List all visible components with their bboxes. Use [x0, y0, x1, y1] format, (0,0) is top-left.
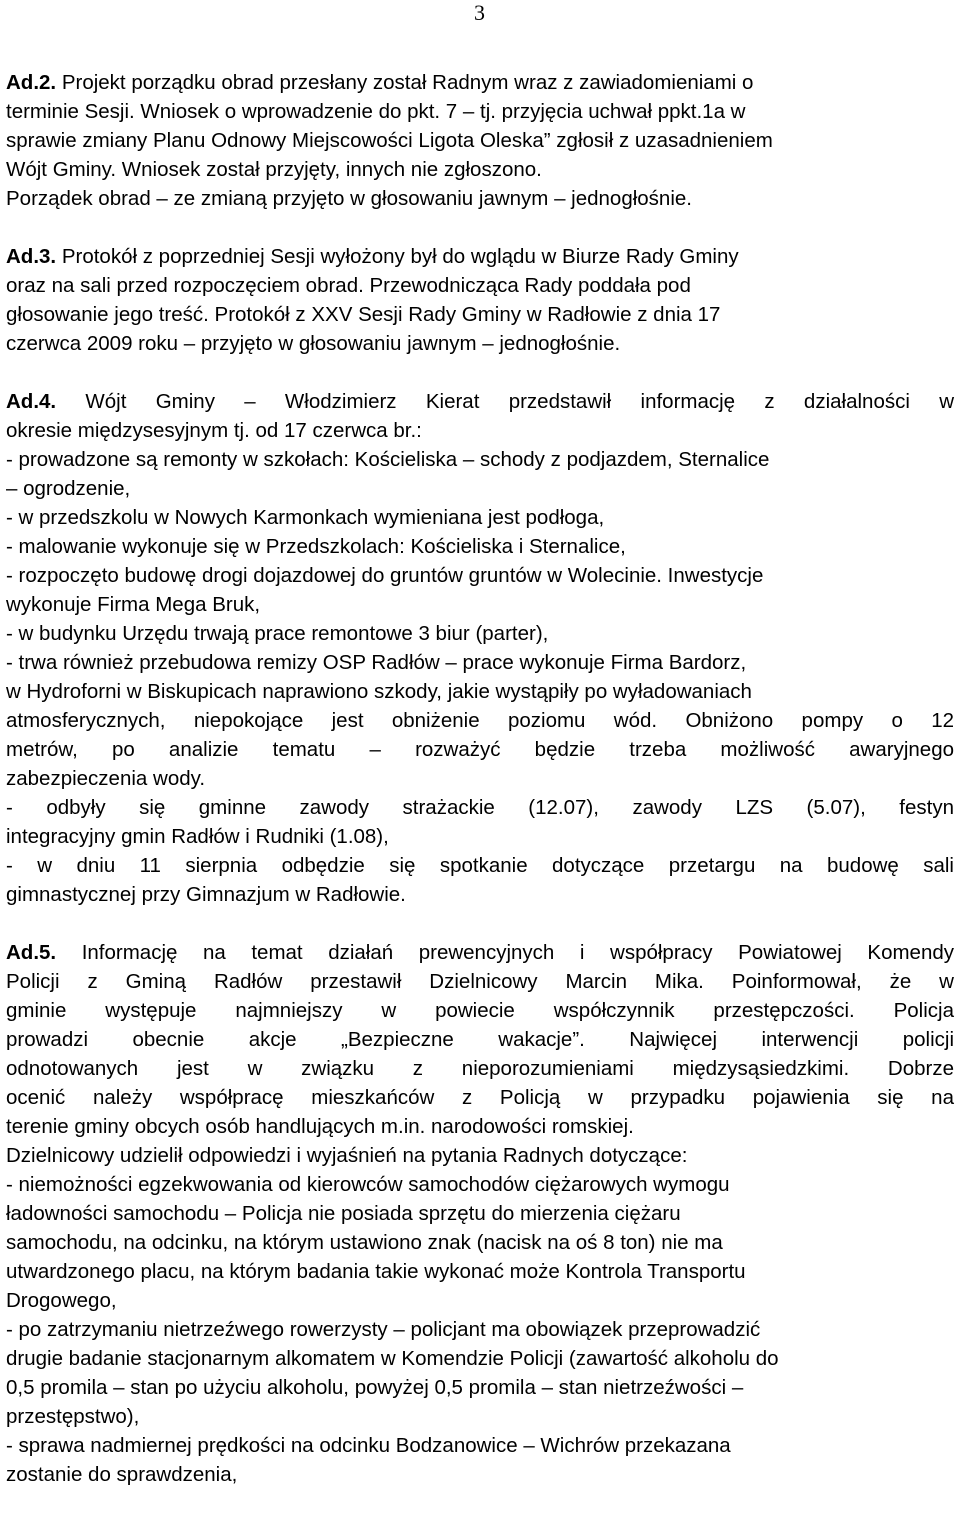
list-item: samochodu, na odcinku, na którym ustawiono znak (nacisk na oś 8 ton) nie ma: [6, 1231, 723, 1254]
list-item: - w budynku Urzędu trwają prace remontowe 3 biur (parter),: [6, 622, 549, 645]
paragraph-line: Ad.5. Informację na temat działań prewencyjnych i współpracy Powiatowej Komendy: [6, 941, 954, 964]
paragraph-line: terenie gminy obcych osób handlujących m.in. narodowości romskiej.: [6, 1115, 634, 1138]
list-item: - w dniu 11 sierpnia odbędzie się spotkanie dotyczące przetargu na budowę sali: [6, 854, 954, 877]
list-item: atmosferycznych, niepokojące jest obniżenie poziomu wód. Obniżono pompy o 12: [6, 709, 954, 732]
paragraph-line: czerwca 2009 roku – przyjęto w głosowaniu jawnym – jednogłośnie.: [6, 332, 621, 355]
list-item: zostanie do sprawdzenia,: [6, 1463, 238, 1486]
list-item: - niemożności egzekwowania od kierowców samochodów ciężarowych wymogu: [6, 1173, 730, 1196]
list-item: metrów, po analizie tematu – rozważyć będzie trzeba możliwość awaryjnego: [6, 738, 954, 761]
list-item: drugie badanie stacjonarnym alkomatem w Komendzie Policji (zawartość alkoholu do: [6, 1347, 779, 1370]
section-label: Ad.2.: [6, 71, 57, 94]
list-item: - rozpoczęto budowę drogi dojazdowej do gruntów gruntów w Wolecinie. Inwestycje: [6, 564, 764, 587]
section-label: Ad.3.: [6, 245, 57, 268]
paragraph-line: Dzielnicowy udzielił odpowiedzi i wyjaśnień na pytania Radnych dotyczące:: [6, 1144, 688, 1167]
list-item: - sprawa nadmiernej prędkości na odcinku Bodzanowice – Wichrów przekazana: [6, 1434, 731, 1457]
list-item: - trwa również przebudowa remizy OSP Radłów – prace wykonuje Firma Bardorz,: [6, 651, 747, 674]
page-number: 3: [474, 0, 485, 25]
paragraph-line: Ad.2. Projekt porządku obrad przesłany został Radnym wraz z zawiadomieniami o: [6, 71, 754, 94]
list-item: przestępstwo),: [6, 1405, 140, 1428]
paragraph-line: prowadzi obecnie akcje „Bezpieczne wakacje”. Najwięcej interwencji policji: [6, 1028, 954, 1051]
paragraph-line: Porządek obrad – ze zmianą przyjęto w głosowaniu jawnym – jednogłośnie.: [6, 187, 692, 210]
paragraph-line: okresie międzysesyjnym tj. od 17 czerwca br.:: [6, 419, 422, 442]
list-item: - odbyły się gminne zawody strażackie (12.07), zawody LZS (5.07), festyn: [6, 796, 954, 819]
list-item: wykonuje Firma Mega Bruk,: [6, 593, 261, 616]
paragraph-line: głosowanie jego treść. Protokół z XXV Sesji Rady Gminy w Radłowie z dnia 17: [6, 303, 721, 326]
section-ad3: [6, 242, 954, 358]
list-item: ładowności samochodu – Policja nie posiada sprzętu do mierzenia ciężaru: [6, 1202, 681, 1225]
paragraph-spacer: [6, 213, 954, 242]
paragraph-spacer: [6, 909, 954, 938]
list-item: 0,5 promila – stan po użyciu alkoholu, powyżej 0,5 promila – stan nietrzeźwości –: [6, 1376, 744, 1399]
paragraph-line: Policji z Gminą Radłów przestawił Dzielnicowy Marcin Mika. Poinformował, że w: [6, 970, 954, 993]
list-item: - prowadzone są remonty w szkołach: Kościeliska – schody z podjazdem, Sternalice: [6, 448, 770, 471]
list-item: integracyjny gmin Radłów i Rudniki (1.08),: [6, 825, 389, 848]
paragraph-spacer: [6, 358, 954, 387]
list-item: - po zatrzymaniu nietrzeźwego rowerzysty – policjant ma obowiązek przeprowadzić: [6, 1318, 761, 1341]
list-item: gimnastycznej przy Gimnazjum w Radłowie.: [6, 883, 406, 906]
paragraph-line: terminie Sesji. Wniosek o wprowadzenie do pkt. 7 – tj. przyjęcia uchwał ppkt.1a w: [6, 100, 746, 123]
section-label: Ad.5.: [6, 941, 57, 964]
paragraph-line: oraz na sali przed rozpoczęciem obrad. Przewodnicząca Rady poddała pod: [6, 274, 691, 297]
list-item: - w przedszkolu w Nowych Karmonkach wymieniana jest podłoga,: [6, 506, 605, 529]
list-item: – ogrodzenie,: [6, 477, 131, 500]
list-item: w Hydroforni w Biskupicach naprawiono szkody, jakie wystąpiły po wyładowaniach: [6, 680, 752, 703]
list-item: utwardzonego placu, na którym badania takie wykonać może Kontrola Transportu: [6, 1260, 746, 1283]
paragraph-line: ocenić należy współpracę mieszkańców z Policją w przypadku pojawienia się na: [6, 1086, 954, 1109]
paragraph-line: odnotowanych jest w związku z nieporozumieniami międzysąsiedzkimi. Dobrze: [6, 1057, 954, 1080]
paragraph-line: gminie występuje najmniejszy w powiecie współczynnik przestępczości. Policja: [6, 999, 954, 1022]
list-item: Drogowego,: [6, 1289, 117, 1312]
section-ad4: [6, 387, 954, 909]
document-body: [6, 68, 954, 1489]
list-item: - malowanie wykonuje się w Przedszkolach: Kościeliska i Sternalice,: [6, 535, 626, 558]
section-ad2: [6, 68, 954, 213]
section-ad5: [6, 938, 954, 1489]
paragraph-line: Ad.4. Wójt Gminy – Włodzimierz Kierat przedstawił informację z działalności w: [6, 390, 954, 413]
paragraph-line: sprawie zmiany Planu Odnowy Miejscowości Ligota Oleska” zgłosił z uzasadnieniem: [6, 129, 773, 152]
paragraph-line: Wójt Gminy. Wniosek został przyjęty, innych nie zgłoszono.: [6, 158, 542, 181]
paragraph-line: Ad.3. Protokół z poprzedniej Sesji wyłożony był do wglądu w Biurze Rady Gminy: [6, 245, 739, 268]
list-item: zabezpieczenia wody.: [6, 767, 206, 790]
section-label: Ad.4.: [6, 390, 57, 413]
